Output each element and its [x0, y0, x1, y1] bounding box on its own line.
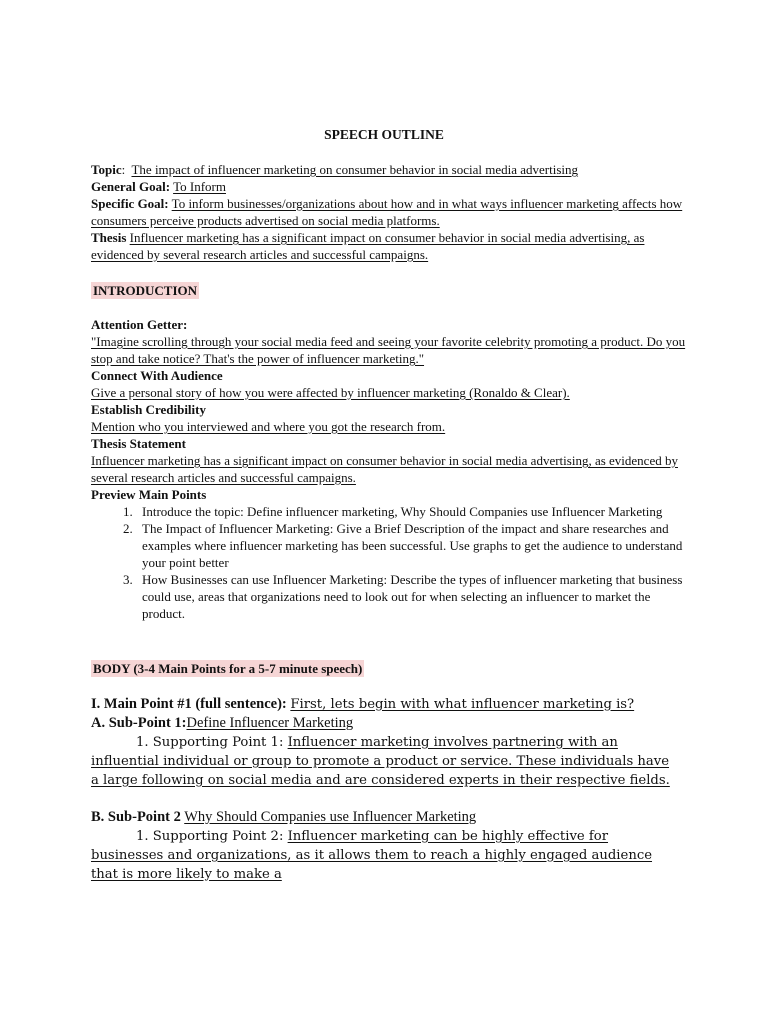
sub-point-a-line — [91, 714, 681, 733]
list-item: 1. Introduce the topic: Define influencer marketing, Why Should Companies use Influencer Marketing — [136, 503, 691, 520]
general-goal-label: General Goal: — [91, 179, 171, 194]
supporting-point-1-label: 1. Supporting Point 1: — [136, 735, 284, 750]
list-item: 3. How Businesses can use Influencer Marketing: Describe the types of influencer marketing that business could use, areas that organizations need to look out for when selecting an influencer to market the product. — [136, 571, 691, 622]
body-section-b — [91, 808, 681, 884]
preview-main-points-label: Preview Main Points — [91, 487, 207, 502]
credibility-text: Mention who you interviewed and where you got the research from. — [91, 419, 446, 434]
sub-point-a-text: Define Influencer Marketing — [186, 715, 354, 731]
specific-goal-label: Specific Goal: — [91, 196, 169, 211]
list-item: 2. The Impact of Influencer Marketing: Give a Brief Description of the impact and share researches and examples where influencer marketing has been successful. Use graphs to get the audience to understand your point better — [136, 520, 691, 571]
main-point-text: First, lets begin with what influencer marketing is? — [290, 697, 635, 712]
topic-text: The impact of influencer marketing on consumer behavior in social media advertising — [131, 162, 579, 177]
topic-line: Topic: The impact of influencer marketing on consumer behavior in social media advertising — [91, 162, 579, 177]
attention-getter-text: "Imagine scrolling through your social media feed and seeing your favorite celebrity promoting a product. Do you stop and take notice? That's the power of influencer marketing." — [91, 334, 686, 366]
main-point-line — [91, 695, 681, 714]
connect-audience-label: Connect With Audience — [91, 368, 223, 383]
thesis-line — [91, 229, 691, 263]
supporting-point-2-label: 1. Supporting Point 2: — [136, 829, 284, 844]
sub-point-a-label: A. Sub-Point 1: — [91, 715, 187, 731]
outline-header — [91, 161, 691, 263]
credibility-label: Establish Credibility — [91, 402, 206, 417]
sub-point-b-text: Why Should Companies use Influencer Marketing — [184, 809, 477, 825]
page-title: SPEECH OUTLINE — [324, 127, 444, 142]
thesis-statement-text: Influencer marketing has a significant impact on consumer behavior in social media advertising, as evidenced by several research articles and successful campaigns. — [91, 453, 678, 485]
supporting-point-1 — [91, 733, 681, 790]
attention-getter-label: Attention Getter: — [91, 317, 188, 332]
sub-point-b-line — [91, 808, 681, 827]
supporting-point-2-text: Influencer marketing can be highly effective for businesses and organizations, as it allows them to reach a highly engaged audience that is more likely to make a — [91, 829, 653, 882]
general-goal-line — [91, 178, 691, 195]
body-heading: BODY (3-4 Main Points for a 5-7 minute speech) — [93, 661, 363, 676]
supporting-point-1-text: Influencer marketing involves partnering with an influential individual or group to promote a product or service. These individuals have a large following on social media and are considered experts in their respective fields. — [91, 735, 670, 788]
introduction-section — [91, 316, 691, 622]
thesis-label: Thesis — [91, 230, 127, 245]
connect-audience-text: Give a personal story of how you were affected by influencer marketing (Ronaldo & Clear). — [91, 385, 570, 400]
introduction-heading-row — [91, 282, 691, 299]
main-point-label: I. Main Point #1 (full sentence): — [91, 696, 287, 712]
specific-goal-text: To inform businesses/organizations about how and in what ways influencer marketing affects how consumers perceive products advertised on social media platforms. — [91, 196, 683, 228]
sub-point-b-label: B. Sub-Point 2 — [91, 809, 181, 825]
topic-label: Topic — [91, 162, 122, 177]
supporting-point-2 — [91, 827, 681, 884]
general-goal-text: To Inform — [173, 179, 226, 194]
body-section — [91, 695, 681, 790]
preview-points-list — [91, 503, 691, 622]
thesis-statement-label: Thesis Statement — [91, 436, 186, 451]
specific-goal-line — [91, 195, 691, 229]
introduction-heading: INTRODUCTION — [93, 283, 198, 298]
thesis-text: Influencer marketing has a significant impact on consumer behavior in social media advertising, as evidenced by several research articles and successful campaigns. — [91, 230, 645, 262]
body-heading-row — [91, 660, 691, 677]
